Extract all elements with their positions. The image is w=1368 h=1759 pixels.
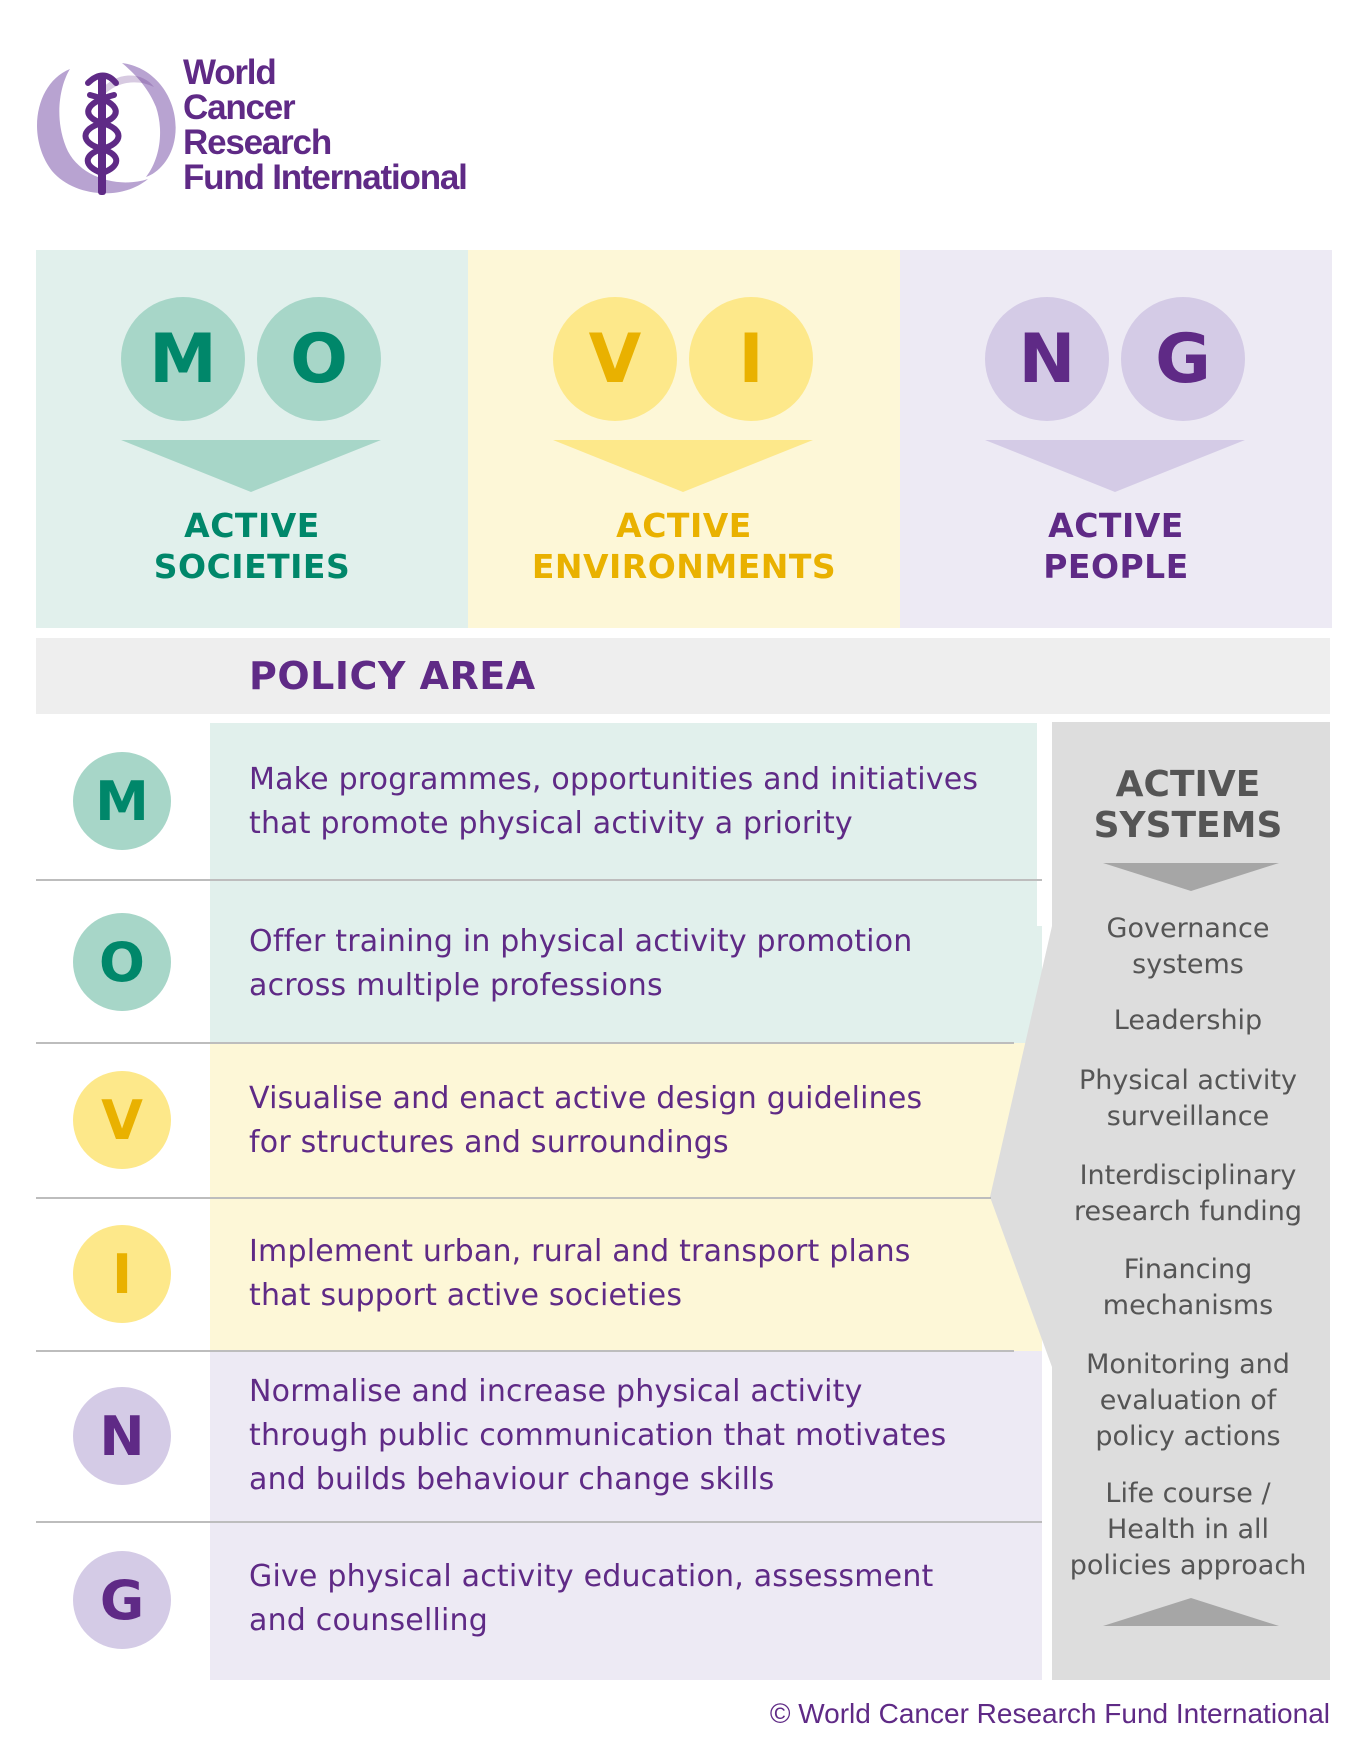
policy-text-line: Make programmes, opportunities and initiatives (249, 762, 979, 797)
policy-text-line: Give physical activity education, assessment (249, 1559, 934, 1594)
panel-active-people (900, 250, 1332, 628)
panel-label (900, 505, 1332, 587)
system-item-governance (1048, 911, 1328, 983)
system-item-line: systems (1132, 949, 1244, 980)
panel-label-line: ACTIVE (1048, 506, 1184, 545)
row-letter-m: M (73, 752, 171, 850)
panel-label (36, 505, 468, 587)
logo-line: Research (183, 123, 332, 162)
logo-line: Cancer (183, 88, 295, 127)
letter-circle-n: N (985, 297, 1109, 421)
row-letter-v: V (73, 1071, 171, 1169)
logo-line: World (183, 53, 276, 92)
policy-text-line: that promote physical activity a priority (249, 806, 853, 841)
row-divider (36, 879, 1042, 881)
policy-text-line: Offer training in physical activity promotion (249, 924, 913, 959)
system-item-leadership (1048, 1003, 1328, 1039)
policy-text-i (249, 1230, 911, 1318)
system-item-line: policies approach (1069, 1550, 1307, 1581)
panel-active-environments (468, 250, 900, 628)
policy-text-n (249, 1370, 946, 1502)
letter-circle-m: M (121, 297, 245, 421)
system-item-surveillance (1048, 1063, 1328, 1135)
system-item-monitoring (1048, 1347, 1328, 1455)
panel-label-line: ACTIVE (616, 506, 752, 545)
system-item-line: Physical activity (1079, 1065, 1297, 1096)
system-item-line: research funding (1073, 1196, 1302, 1227)
row-divider (36, 1521, 1042, 1523)
policy-area-header (36, 638, 1330, 714)
row-letter-o: O (73, 913, 171, 1011)
panel-label-line: PEOPLE (1043, 547, 1189, 586)
row-divider (36, 1350, 1014, 1352)
down-arrow-icon (553, 440, 813, 492)
panel-label-line: ENVIRONMENTS (531, 547, 837, 586)
row-divider (36, 1197, 991, 1199)
row-letter-i: I (73, 1225, 171, 1323)
row-divider (36, 1042, 1014, 1044)
panel-active-societies (36, 250, 468, 628)
system-item-research-funding (1048, 1158, 1328, 1230)
system-item-line: Financing (1123, 1254, 1253, 1285)
policy-text-v (249, 1077, 922, 1165)
system-item-line: Life course / (1105, 1478, 1271, 1509)
letter-circle-g: G (1121, 297, 1245, 421)
system-item-line: Governance (1106, 913, 1270, 944)
system-item-line: Health in all (1107, 1514, 1269, 1545)
system-item-line: Monitoring and (1086, 1349, 1290, 1380)
policy-text-o (249, 920, 912, 1008)
system-item-line: Leadership (1113, 1005, 1263, 1036)
letter-circle-o: O (257, 297, 381, 421)
active-systems-title-line: ACTIVE (1115, 764, 1261, 805)
policy-text-line: through public communication that motivates (249, 1418, 947, 1453)
system-item-line: mechanisms (1102, 1290, 1274, 1321)
letter-circle-i: I (689, 297, 813, 421)
down-arrow-icon (121, 440, 381, 492)
system-item-line: surveillance (1106, 1101, 1270, 1132)
policy-text-g (249, 1555, 934, 1643)
policy-text-line: Implement urban, rural and transport plans (249, 1234, 911, 1269)
down-arrow-icon (985, 440, 1245, 492)
panel-label (468, 505, 900, 587)
system-item-life-course (1048, 1476, 1328, 1584)
policy-text-line: across multiple professions (249, 968, 663, 1003)
policy-area-title: POLICY AREA (249, 654, 536, 698)
policy-text-line: Visualise and enact active design guidelines (249, 1081, 923, 1116)
panel-label-line: SOCIETIES (153, 547, 351, 586)
policy-text-line: and builds behaviour change skills (249, 1462, 775, 1497)
copyright-notice: © World Cancer Research Fund International (769, 1698, 1330, 1729)
policy-text-m (249, 758, 978, 846)
letter-circle-v: V (553, 297, 677, 421)
policy-text-line: that support active societies (249, 1278, 683, 1313)
logo-line: Fund International (183, 158, 467, 197)
wcrf-logo-icon (30, 55, 180, 200)
system-item-line: policy actions (1095, 1421, 1281, 1452)
system-item-line: evaluation of (1099, 1385, 1277, 1416)
row-letter-g: G (73, 1551, 171, 1649)
active-systems-title-line: SYSTEMS (1093, 805, 1283, 846)
system-item-financing (1048, 1252, 1328, 1324)
row-letter-n: N (73, 1387, 171, 1485)
organization-name (183, 55, 467, 195)
panel-label-line: ACTIVE (184, 506, 320, 545)
policy-text-line: for structures and surroundings (249, 1125, 729, 1160)
policy-text-line: and counselling (249, 1603, 489, 1638)
policy-text-line: Normalise and increase physical activity (249, 1374, 863, 1409)
system-item-line: Interdisciplinary (1079, 1160, 1297, 1191)
active-systems-title (1048, 764, 1328, 846)
